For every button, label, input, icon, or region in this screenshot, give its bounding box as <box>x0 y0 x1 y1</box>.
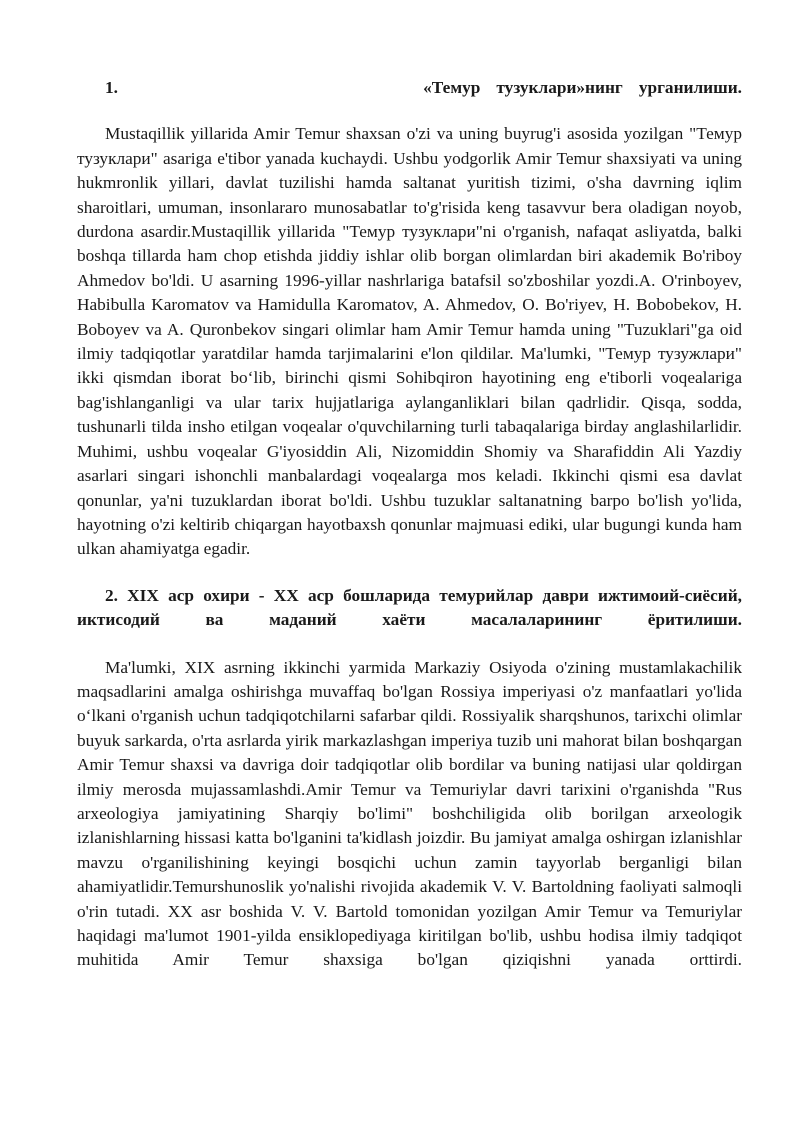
section-1-paragraph: Mustaqillik yillarida Amir Temur shaxsan o'zi va uning buyrug'i asosida yozilgan "Темур тузуклари" asariga e'tibor yanada kuchaydi. Ushbu yodgorlik Amir Temur shaxsiyati va uning hukmronlik yillari, davlat tuzilishi hamda saltanat yuritish tizimi, o'sha davrning iqlim sharoitlari, umuman, insonlararo munosabatlar to'g'risida keng tasavvur bera oladigan noyob, durdona asardir.Mustaqillik yillarida "Темур тузуклари"ni o'rganish, nafaqat asliyatda, balki boshqa tillarda ham chop etishda jiddiy ishlar olib borgan olimlardan biri akademik Bo'riboy Ahmedov bo'ldi. U asarning 1996-yillar nashrlariga batafsil so'zboshilar yozdi.A. O'rinboyev, Habibulla Karomatov va Hamidulla Karomatov, A. Ahmedov, O. Bo'riyev, H. Bobobekov, H. Boboyev va A. Quronbekov singari olimlar ham Amir Temur hamda uning "Tuzuklari"ga oid ilmiy tadqiqotlar yaratdilar hamda tarjimalarini e'lon qildilar. Ma'lumki, "Темур тузужлари" ikki qismdan iborat bo‘lib, birinchi qismi Sohibqiron hayotining eng e'tiborli voqealariga bag'ishlanganligi va ular tarix hujjatlariga aylanganliklari bilan qadrlidir. Qisqa, sodda, tushunarli tilda insho etilgan voqealar o'quvchilarning turli tabaqalariga birday anglashilarlidir. Muhimi, ushbu voqealar G'iyosiddin Ali, Nizomiddin Shomiy va Sharafiddin Ali Yazdiy asarlari singari ishonchli manbalardagi voqealarga mos keladi. Ikkinchi qismi esa davlat qonunlar, ya'ni tuzuklardan iborat bo'ldi. Ushbu tuzuklar saltanatning barpo bo'lish yo'lida, hayotning o'zi keltirib chiqargan hayotbaxsh qonunlar majmuasi ediki, ular bugungi kunda ham ulkan ahamiyatga egadir. <box>77 124 742 559</box>
section-1-heading: 1. «Темур тузуклари»нинг урганилиши. <box>105 78 742 97</box>
document-page <box>77 76 742 973</box>
section-2-heading: 2. XIX аср охири - XX аср бошларида темурийлар даври ижтимоий-сиёсий, иктисодий ва маданий хаёти масалаларининг ёритилиши. <box>77 585 742 630</box>
section-2-paragraph: Ma'lumki, XIX asrning ikkinchi yarmida Markaziy Osiyoda o'zining mustamlakachilik maqsadlarini amalga oshirishga muvaffaq bo'lgan Rossiya imperiyasi o'z manfaatlari yo'lida o‘lkani o'rganish uchun tadqiqotchilarni safarbar qildi. Rossiyalik sharqshunos, tarixchi olimlar buyuk sarkarda, o'rta asrlarda yirik markazlashgan imperiya tuzib uni mahorat bilan boshqargan Amir Temur shaxsi va davriga doir tadqiqotlar olib bordilar va buning natijasi ular qoldirgan ilmiy merosda mujassamlashdi.Amir Temur va Temuriylar davri tarixini o'rganishda "Rus arxeologiya jamiyatining Sharqiy bo'limi" boshchiligida olib borilgan arxeologik izlanishlarning hissasi katta bo'lganini ta'kidlash joizdir. Bu jamiyat amalga oshirgan izlanishlar mavzu o'rganilishining keyingi bosqichi uchun zamin tayyorlab berganligi bilan ahamiyatlidir.Temurshunoslik yo'nalishi rivojida akademik V. V. Bartoldning faoliyati salmoqli o'rin tutadi. XX asr boshida V. V. Bartold tomonidan yozilgan Amir Temur va Temuriylar haqidagi ma'lumot 1901-yilda ensiklopediyaga kiritilgan bo'lib, ushbu hodisa ilmiy tadqiqot muhitida Amir Temur shaxsiga bo'lgan qiziqishni yanada orttirdi. <box>77 657 742 970</box>
